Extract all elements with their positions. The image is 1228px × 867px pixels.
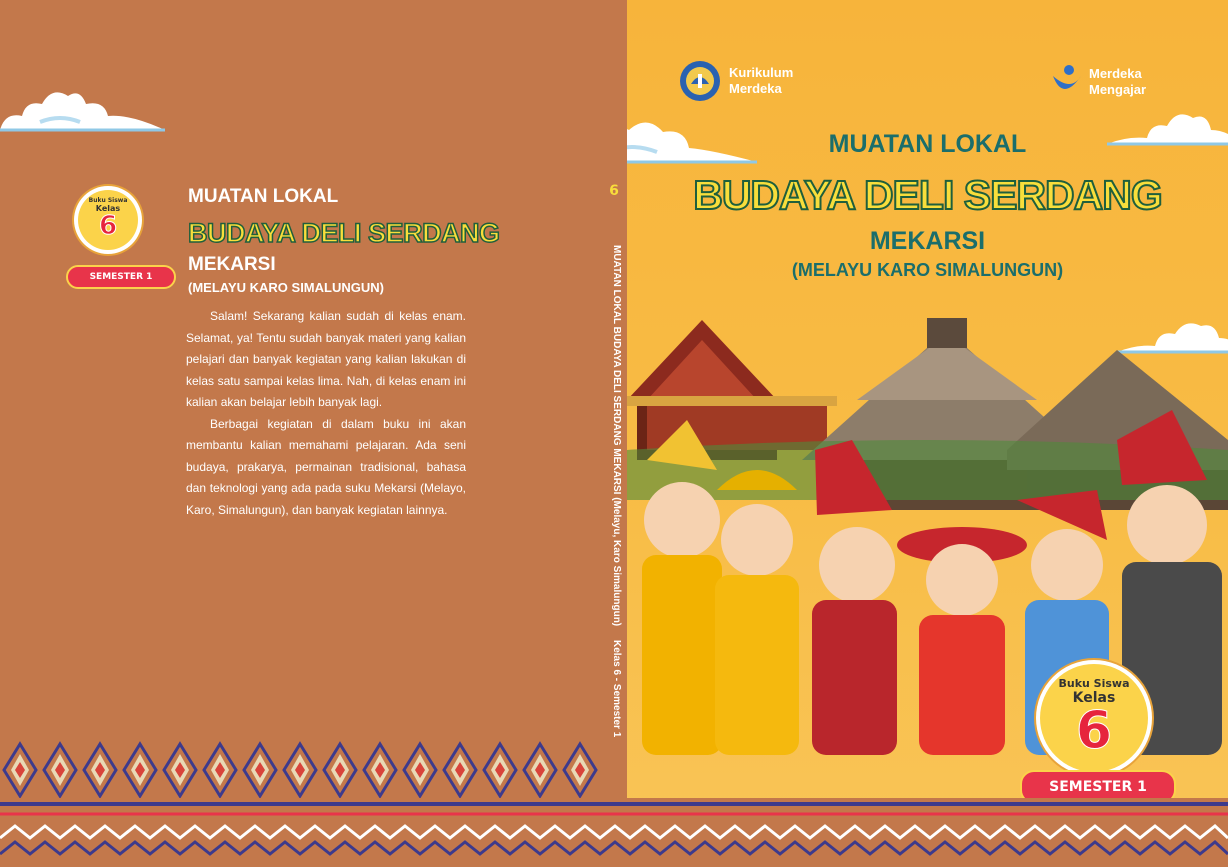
- blurb: [186, 306, 466, 521]
- book-subtitle: MEKARSI: [869, 227, 986, 255]
- badge-line1: Buku Siswa: [1058, 677, 1130, 690]
- tut-wuri-icon: [679, 60, 721, 102]
- spine-footer: Kelas 6 - Semester 1: [611, 640, 622, 738]
- series-label: MUATAN LOKAL: [188, 186, 339, 207]
- front-cover: [627, 0, 1228, 867]
- book-subtitle: MEKARSI: [188, 254, 276, 275]
- logo-left-line1: Kurikulum: [729, 65, 794, 80]
- child-character: [715, 470, 799, 755]
- logo-right-line1: Merdeka: [1089, 66, 1142, 81]
- badge-grade: 6: [1075, 701, 1113, 761]
- semester-label: SEMESTER 1: [66, 265, 176, 289]
- blurb-paragraph: Salam! Sekarang kalian sudah di kelas enam. Selamat, ya! Tentu sudah banyak materi yang kalian pelajari dan banyak kegiatan yang kalian lakukan di kelas satu sampai kelas lima. Nah, di kelas enam ini kalian akan belajar lebih banyak lagi.: [186, 309, 466, 409]
- cloud-icon: [0, 82, 170, 137]
- zigzag-border: [0, 798, 1228, 867]
- spine-number: 6: [609, 183, 619, 199]
- badge-line2: Kelas: [95, 204, 121, 213]
- merdeka-mengajar-logo: [1049, 62, 1146, 102]
- logo-left-line2: Merdeka: [729, 81, 782, 96]
- badge-grade: 6: [98, 211, 118, 241]
- badge-line2: Kelas: [1072, 690, 1116, 706]
- book-subtitle-2: (MELAYU KARO SIMALUNGUN): [188, 280, 384, 295]
- songket-pattern: [0, 738, 1228, 802]
- badge-line1: Buku Siswa: [88, 197, 128, 204]
- kurikulum-merdeka-logo: [679, 60, 793, 102]
- spine-title: MUATAN LOKAL BUDAYA DELI SERDANG MEKARSI (Melayu, Karo Simalungun): [611, 245, 622, 627]
- back-cover: [0, 0, 600, 867]
- book-title: BUDAYA DELI SERDANG: [693, 172, 1162, 218]
- grade-badge: [78, 190, 138, 250]
- book-title: BUDAYA DELI SERDANG: [188, 218, 500, 248]
- semester-label: SEMESTER 1: [1020, 770, 1176, 804]
- merdeka-mengajar-icon: [1049, 62, 1085, 102]
- series-label: MUATAN LOKAL: [828, 130, 1027, 158]
- logo-right-line2: Mengajar: [1089, 82, 1147, 97]
- blurb-paragraph: Berbagai kegiatan di dalam buku ini akan membantu kalian memahami pelajaran. Ada seni budaya, prakarya, permainan tradisional, bahasa dan teknologi yang ada pada suku Mekarsi (Melayo, Karo, Simalungun), dan banyak kegiatan lainnya.: [186, 416, 466, 517]
- traditional-house-left: [627, 320, 837, 460]
- child-character: [897, 527, 1027, 755]
- book-subtitle-2: (MELAYU KARO SIMALUNGUN): [791, 260, 1064, 280]
